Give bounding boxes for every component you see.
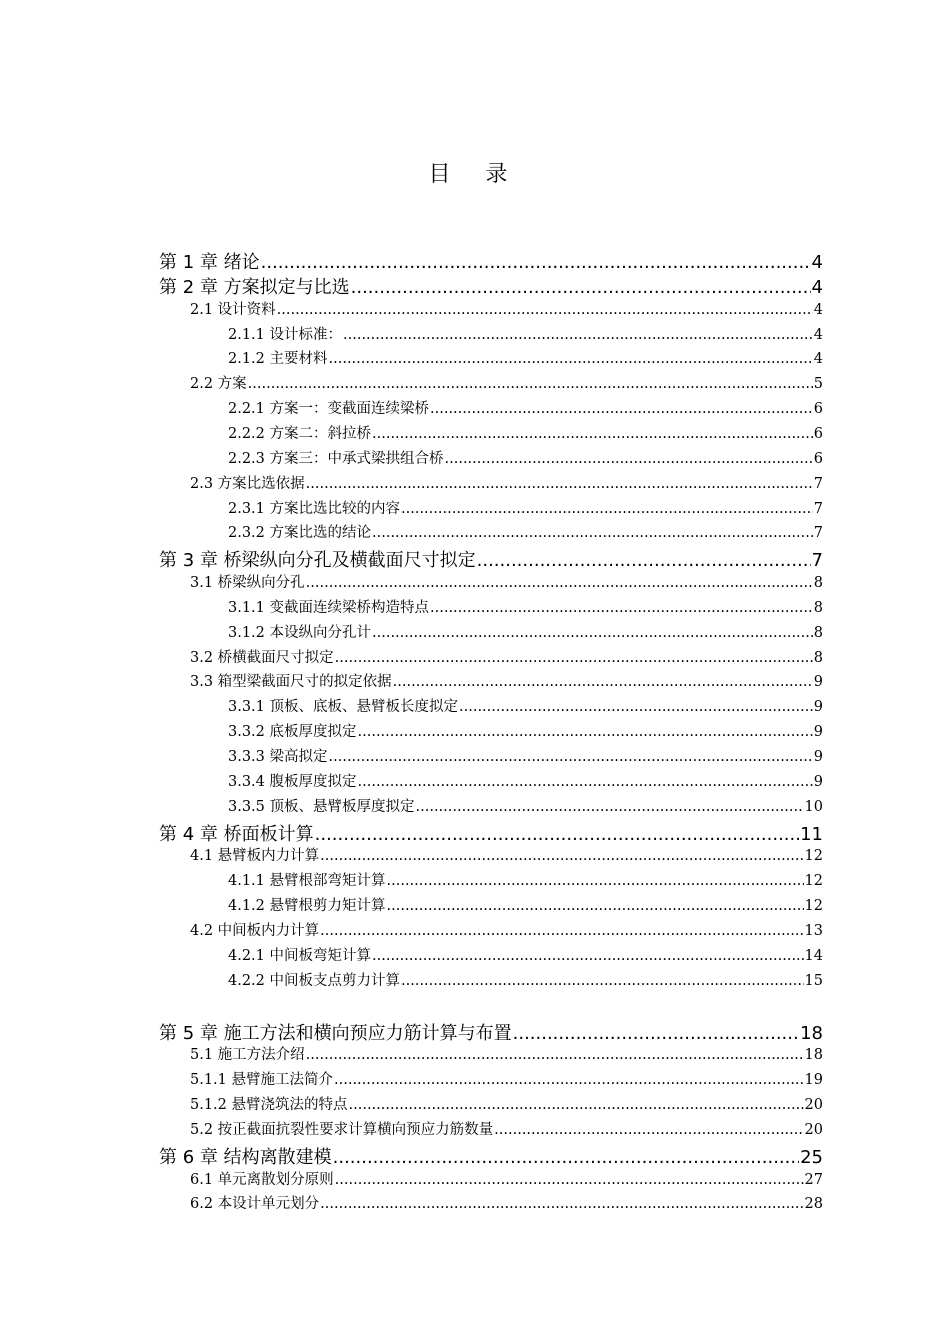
toc-entry-page: 15 <box>804 972 823 989</box>
toc-entry[interactable] <box>190 1118 823 1139</box>
toc-entry-title: 第 1 章 绪论 <box>159 252 260 273</box>
toc-entry-page: 12 <box>804 898 823 915</box>
toc-entry[interactable] <box>228 869 823 890</box>
toc-entry-page: 13 <box>804 922 823 939</box>
toc-leader-dots <box>387 873 804 889</box>
toc-entry[interactable] <box>159 546 823 572</box>
toc-leader-dots <box>372 426 813 442</box>
toc-leader-dots <box>320 1196 803 1212</box>
toc-leader-dots <box>334 1072 804 1088</box>
toc-entry-title: 5.1.2 悬臂浇筑法的特点 <box>190 1097 348 1114</box>
toc-entry[interactable] <box>228 770 823 791</box>
toc-entry-page: 12 <box>804 873 823 890</box>
toc-entry-page: 5 <box>813 376 823 393</box>
toc-entry-page: 4 <box>811 252 823 273</box>
toc-entry-title: 3.3.4 腹板厚度拟定 <box>228 773 357 790</box>
toc-entry-title: 2.1 设计资料 <box>190 301 276 318</box>
toc-entry-page: 8 <box>813 599 823 616</box>
toc-entry[interactable] <box>228 745 823 766</box>
toc-leader-dots <box>248 376 813 392</box>
toc-leader-dots <box>343 327 813 343</box>
toc-entry[interactable] <box>228 621 823 642</box>
toc-leader-dots <box>349 1097 804 1113</box>
toc-entry-page: 27 <box>804 1171 823 1188</box>
toc-entry-title: 3.1.2 本设纵向分孔计 <box>228 624 372 641</box>
toc-entry[interactable] <box>228 497 823 518</box>
toc-entry-page: 8 <box>813 649 823 666</box>
toc-entry-page: 7 <box>813 500 823 517</box>
toc-entry[interactable] <box>190 646 823 667</box>
toc-entry-page: 7 <box>811 550 823 572</box>
toc-entry-page: 9 <box>813 674 823 691</box>
toc-entry-title: 第 3 章 桥梁纵向分孔及横截面尺寸拟定 <box>159 550 476 572</box>
toc-entry-title: 3.3.3 梁高拟定 <box>228 749 328 765</box>
toc-entry[interactable] <box>228 447 823 468</box>
toc-entry[interactable] <box>190 1192 823 1213</box>
toc-entry[interactable] <box>190 1168 823 1189</box>
toc-leader-dots <box>430 600 813 616</box>
toc-entry[interactable] <box>190 670 823 691</box>
toc-entry-title: 5.1.1 悬臂施工法简介 <box>190 1072 334 1089</box>
toc-leader-dots <box>358 774 813 790</box>
toc-leader-dots <box>387 898 804 914</box>
toc-entry-title: 6.1 单元离散划分原则 <box>190 1171 334 1188</box>
toc-entry[interactable] <box>190 1068 823 1089</box>
toc-entry[interactable] <box>228 347 823 368</box>
toc-entry-page: 8 <box>813 624 823 641</box>
toc-entry[interactable] <box>228 720 823 741</box>
toc-entry-title: 3.1 桥梁纵向分孔 <box>190 575 305 592</box>
toc-entry-page: 9 <box>813 749 823 765</box>
toc-leader-dots <box>306 1047 804 1063</box>
toc-entry-title: 4.2 中间板内力计算 <box>190 922 320 939</box>
toc-entry[interactable] <box>159 1019 823 1045</box>
toc-leader-dots <box>329 749 813 765</box>
toc-leader-dots <box>320 923 803 939</box>
toc-leader-dots <box>372 525 813 541</box>
toc-entry-title: 3.1.1 变截面连续梁桥构造特点 <box>228 599 430 616</box>
toc-leader-dots <box>401 501 813 517</box>
toc-entry-page: 28 <box>804 1196 823 1213</box>
toc-entry[interactable] <box>190 1093 823 1114</box>
toc-entry[interactable] <box>228 596 823 617</box>
toc-entry-page: 18 <box>800 1022 823 1044</box>
toc-entry-page: 20 <box>804 1097 823 1114</box>
toc-entry-title: 2.2.2 方案二：斜拉桥 <box>228 425 372 442</box>
toc-entry[interactable] <box>159 273 823 299</box>
toc-entry[interactable] <box>228 422 823 443</box>
toc-entry-title: 2.2.1 方案一：变截面连续梁桥 <box>228 401 430 418</box>
toc-entry[interactable] <box>228 795 823 816</box>
toc-leader-dots <box>477 550 811 571</box>
toc-leader-dots <box>513 1023 799 1044</box>
toc-entry-page: 7 <box>813 475 823 492</box>
toc-entry-title: 5.1 施工方法介绍 <box>190 1047 305 1064</box>
toc-leader-dots <box>445 451 813 467</box>
toc-entry-page: 11 <box>800 823 823 845</box>
toc-leader-dots <box>315 824 799 845</box>
toc-leader-dots <box>261 252 811 273</box>
toc-entry-title: 3.3.1 顶板、底板、悬臂板长度拟定 <box>228 699 459 716</box>
toc-entry[interactable] <box>190 472 823 493</box>
toc-entry-page: 8 <box>813 575 823 592</box>
toc-entry-title: 4.1.2 悬臂根剪力矩计算 <box>228 898 386 915</box>
toc-entry-page: 25 <box>800 1146 823 1168</box>
toc-entry-title: 第 4 章 桥面板计算 <box>159 823 314 845</box>
toc-leader-dots <box>401 973 804 989</box>
toc-entry-page: 9 <box>813 773 823 790</box>
toc-entry-title: 2.3 方案比选依据 <box>190 475 305 492</box>
toc-leader-dots <box>372 948 804 964</box>
toc-entry-page: 12 <box>804 848 823 865</box>
toc-entry-page: 19 <box>804 1072 823 1089</box>
toc-entry[interactable] <box>159 248 823 274</box>
toc-entry-title: 4.2.2 中间板支点剪力计算 <box>228 972 401 989</box>
toc-entry[interactable] <box>228 969 823 990</box>
toc-entry[interactable] <box>190 844 823 865</box>
toc-entry-title: 2.1.1 设计标准： <box>228 326 343 343</box>
toc-entry[interactable] <box>228 323 823 344</box>
toc-leader-dots <box>358 724 813 740</box>
toc-entry-page: 6 <box>813 425 823 442</box>
toc-entry-page: 4 <box>813 326 823 343</box>
toc-leader-dots <box>306 575 813 591</box>
toc-entry-page: 9 <box>813 724 823 741</box>
toc-leader-dots <box>372 625 813 641</box>
toc-entry-page: 7 <box>813 525 823 542</box>
toc-entry-title: 4.2.1 中间板弯矩计算 <box>228 947 372 964</box>
toc-entry-page: 14 <box>804 947 823 964</box>
toc-entry[interactable] <box>228 521 823 542</box>
page-title: 目 录 <box>428 162 522 187</box>
toc-leader-dots <box>335 650 813 666</box>
toc-leader-dots <box>351 277 811 298</box>
toc-leader-dots <box>277 302 813 318</box>
toc-leader-dots <box>459 699 813 715</box>
toc-entry-title: 3.3 箱型梁截面尺寸的拟定依据 <box>190 674 392 691</box>
toc-entry-title: 2.1.2 主要材料 <box>228 351 328 368</box>
toc-leader-dots <box>335 1172 804 1188</box>
toc-entry-title: 5.2 按正截面抗裂性要求计算横向预应力筋数量 <box>190 1121 494 1138</box>
toc-entry-title: 第 5 章 施工方法和横向预应力筋计算与布置 <box>159 1022 512 1044</box>
toc-entry-title: 3.3.2 底板厚度拟定 <box>228 724 357 741</box>
toc-entry-title: 2.2 方案 <box>190 376 247 393</box>
toc-entry[interactable] <box>159 1143 823 1169</box>
toc-entry-title: 第 6 章 结构离散建模 <box>159 1146 332 1168</box>
toc-entry-title: 3.3.5 顶板、悬臂板厚度拟定 <box>228 798 415 815</box>
toc-entry[interactable] <box>228 397 823 418</box>
toc-leader-dots <box>329 351 813 367</box>
toc-entry-page: 9 <box>813 699 823 716</box>
toc-entry-title: 第 2 章 方案拟定与比选 <box>159 276 350 298</box>
toc-entry-title: 2.2.3 方案三：中承式梁拱组合桥 <box>228 450 444 467</box>
toc-entry-page: 4 <box>811 276 823 298</box>
toc-entry[interactable] <box>228 695 823 716</box>
toc-entry-title: 3.2 桥横截面尺寸拟定 <box>190 649 334 666</box>
toc-entry-page: 4 <box>813 351 823 368</box>
toc-leader-dots <box>320 848 803 864</box>
toc-leader-dots <box>306 476 813 492</box>
toc-entry[interactable] <box>228 944 823 965</box>
toc-entry-page: 10 <box>804 798 823 815</box>
toc-leader-dots <box>494 1122 803 1138</box>
toc-entry-page: 6 <box>813 450 823 467</box>
toc-leader-dots <box>416 799 804 815</box>
toc-entry[interactable] <box>190 1043 823 1064</box>
toc-entry-title: 4.1.1 悬臂根部弯矩计算 <box>228 873 386 890</box>
toc-entry-title: 6.2 本设计单元划分 <box>190 1196 320 1213</box>
toc-leader-dots <box>430 401 813 417</box>
toc-entry-title: 4.1 悬臂板内力计算 <box>190 848 320 865</box>
toc-leader-dots <box>393 674 813 690</box>
toc-entry[interactable] <box>190 298 823 319</box>
toc-entry-title: 2.3.2 方案比选的结论 <box>228 525 372 542</box>
toc-leader-dots <box>333 1147 799 1168</box>
toc-entry[interactable] <box>190 372 823 393</box>
toc-entry[interactable] <box>228 894 823 915</box>
toc-entry-page: 4 <box>813 301 823 318</box>
toc-entry-page: 18 <box>804 1047 823 1064</box>
toc-entry-page: 6 <box>813 401 823 418</box>
toc-entry[interactable] <box>190 919 823 940</box>
toc-entry-title: 2.3.1 方案比选比较的内容 <box>228 500 401 517</box>
toc-entry[interactable] <box>159 820 823 846</box>
toc-entry[interactable] <box>190 571 823 592</box>
toc-entry-page: 20 <box>804 1121 823 1138</box>
